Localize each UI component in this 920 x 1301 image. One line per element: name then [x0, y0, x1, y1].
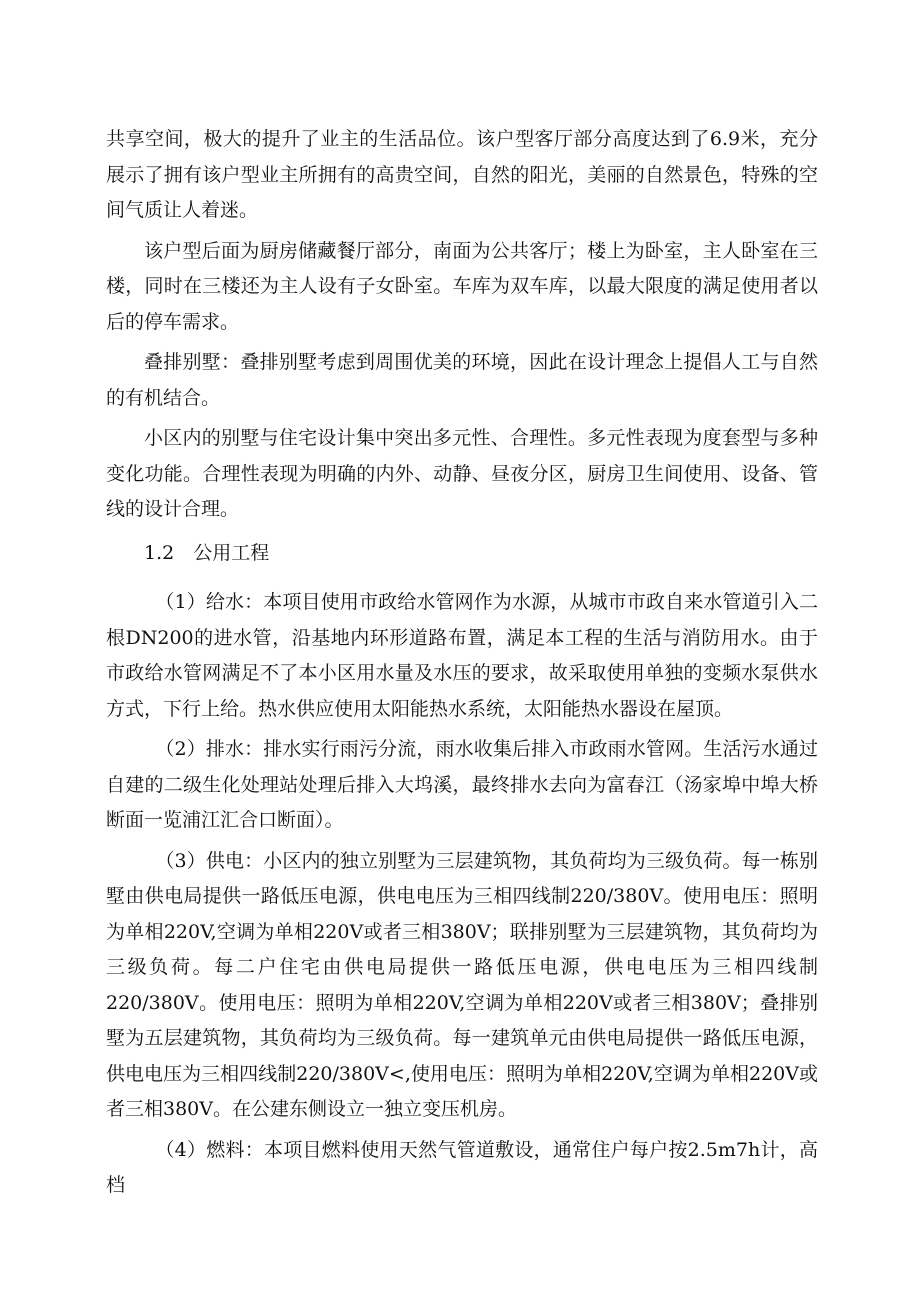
section-heading: 1.2 公用工程	[144, 541, 270, 564]
paragraph-stacked-villa: 叠排别墅：叠排别墅考虑到周围优美的环境，因此在设计理念上提倡人工与自然的有机结合。	[106, 351, 818, 409]
paragraph-continuation: 共享空间，极大的提升了业主的生活品位。该户型客厅部分高度达到了6.9米，充分展示了拥有该户型业主所拥有的高贵空间，自然的阳光，美丽的自然景色，特殊的空间气质让人着迷。	[106, 128, 818, 221]
paragraph-layout-description: 该户型后面为厨房储藏餐厅部分，南面为公共客厅；楼上为卧室，主人卧室在三楼，同时在三楼还为主人设有子女卧室。车库为双车库，以最大限度的满足使用者以后的停车需求。	[106, 239, 818, 333]
item-drainage: （2）排水：排水实行雨污分流，雨水收集后排入市政雨水管网。生活污水通过自建的二级生化处理站处理后排入大坞溪，最终排水去向为富春江（汤家埠中埠大桥断面一览浦江汇合口断面）。	[106, 738, 818, 831]
item-water-supply: （1）给水：本项目使用市政给水管网作为水源，从城市市政自来水管道引入二根DN200的进水管，沿基地内环形道路布置，满足本工程的生活与消防用水。由于市政给水管网满足不了本小区用水量及水压的要求，故采取使用单独的变频水泵供水方式，下行上给。热水供应使用太阳能热水系统，太阳能热水器设在屋顶。	[106, 591, 818, 720]
item-power-supply: （3）供电：小区内的独立别墅为三层建筑物，其负荷均为三级负荷。每一栋别墅由供电局提供一路低压电源，供电电压为三相四线制220/380V。使用电压：照明为单相220V,空调为单相220V或者三相380V；联排别墅为三层建筑物，其负荷均为三级负荷。每二户住宅由供电局提供一路低压电源，供电电压为三相四线制220/380V。使用电压：照明为单相220V,空调为单相220V或者三相380V；叠排别墅为五层建筑物，其负荷均为三级负荷。每一建筑单元由供电局提供一路低压电源，供电电压为三相四线制220/380V<,使用电压：照明为单相220V,空调为单相220V或者三相380V。在公建东侧设立一独立变压机房。	[106, 849, 818, 1120]
document-body	[106, 122, 818, 1209]
paragraph-design-features: 小区内的别墅与住宅设计集中突出多元性、合理性。多元性表现为度套型与多种变化功能。合理性表现为明确的内外、动静、昼夜分区，厨房卫生间使用、设备、管线的设计合理。	[106, 427, 818, 520]
item-fuel: （4）燃料：本项目燃料使用天然气管道敷设，通常住户每户按2.5m7h计，高档	[106, 1138, 818, 1196]
